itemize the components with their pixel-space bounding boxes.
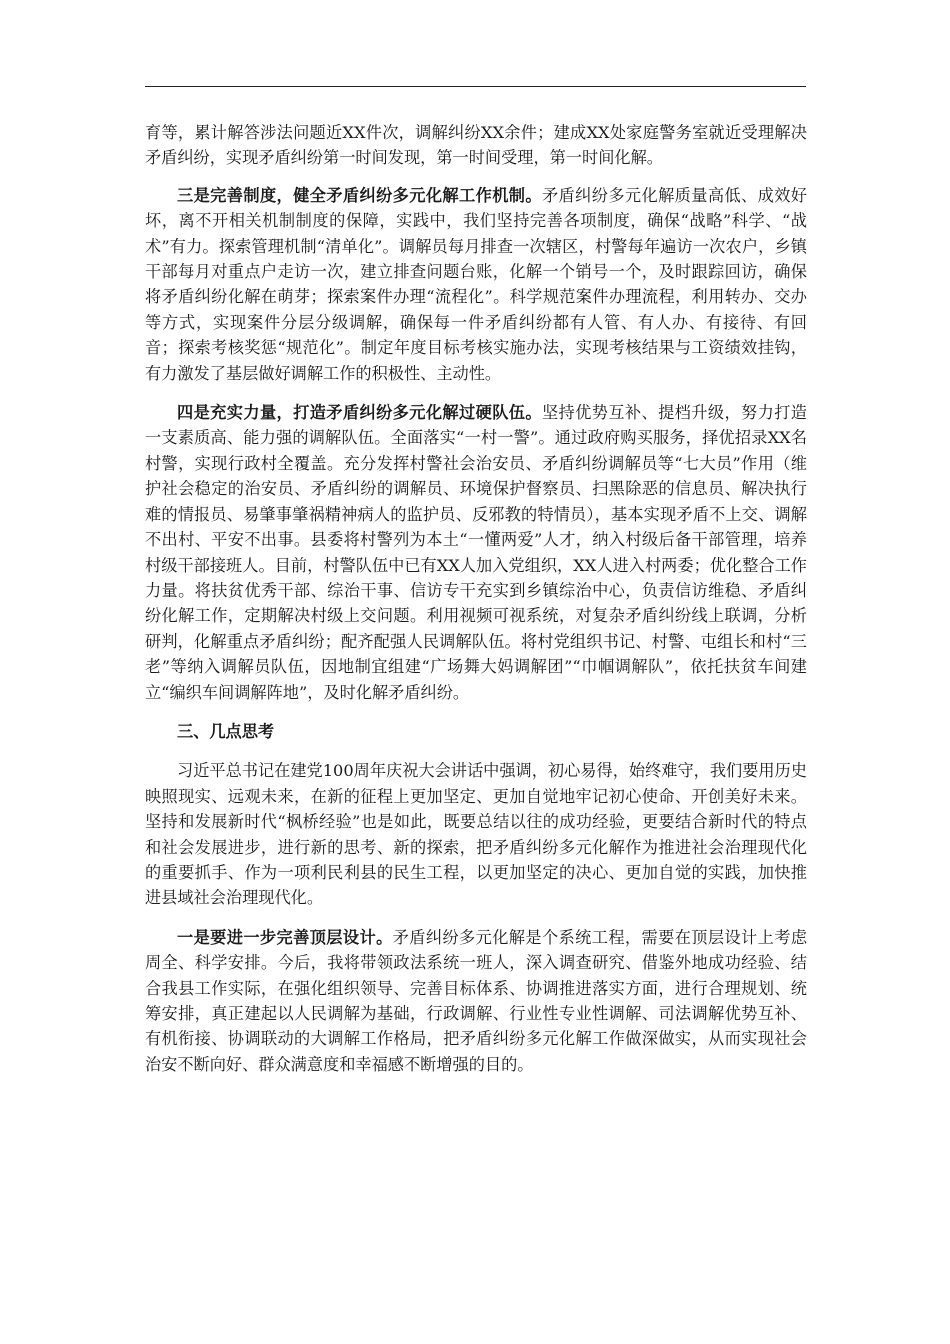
section-heading-text: 三、几点思考 <box>177 721 275 741</box>
paragraph-text: 育等，累计解答涉法问题近XX件次，调解纠纷XX余件；建成XX处家庭警务室就近受理解决矛盾纠纷，实现矛盾纠纷第一时间发现，第一时间受理，第一时间化解。 <box>145 123 807 168</box>
paragraph-lead: 四是充实力量，打造矛盾纠纷多元化解过硬队伍。 <box>177 403 542 423</box>
paragraph-text: 坚持优势互补、提档升级，努力打造一支素质高、能力强的调解队伍。全面落实“一村一警”。通过政府购买服务，择优招录XX名村警，实现行政村全覆盖。充分发挥村警社会治安员、矛盾纠纷调解员等“七大员”作用（维护社会稳定的治安员、矛盾纠纷的调解员、环境保护督察员、扫黑除恶的信息员、解决执行难的情报员、易肇事肇祸精神病人的监护员、反邪教的特情员），基本实现矛盾不上交、调解不出村、平安不出事。县委将村警列为本土“一懂两爱”人才，纳入村级后备干部管理，培养村级干部接班人。目前，村警队伍中已有XX人加入党组织，XX人进入村两委；优化整合工作力量。将扶贫优秀干部、综治干事、信访专干充实到乡镇综治中心，负责信访维稳、矛盾纠纷化解工作，定期解决村级上交问题。利用视频可视系统，对复杂矛盾纠纷线上联调，分析研判，化解重点矛盾纠纷；配齐配强人民调解队伍。将村党组织书记、村警、屯组长和村“三老”等纳入调解员队伍，因地制宜组建“广场舞大妈调解团”“巾帼调解队”，依托扶贫车间建立“编织车间调解阵地”，及时化解矛盾纠纷。 <box>145 403 807 702</box>
paragraph-strengthen-team <box>145 400 807 705</box>
paragraph-continuation <box>145 120 807 171</box>
paragraph-top-design <box>145 925 807 1077</box>
paragraph-text: 矛盾纠纷多元化解质量高低、成效好坏，离不开相关机制制度的保障，实践中，我们坚持完善各项制度，确保“战略”科学、“战术”有力。探索管理机制“清单化”。调解员每月排查一次辖区，村警每年遍访一次农户，乡镇干部每月对重点户走访一次，建立排查问题台账，化解一个销号一个，及时跟踪回访，确保将矛盾纠纷化解在萌芽；探索案件办理“流程化”。科学规范案件办理流程，利用转办、交办等方式，实现案件分层分级调解，确保每一件矛盾纠纷都有人管、有人办、有接待、有回音；探索考核奖惩“规范化”。制定年度目标考核实施办法，实现考核结果与工资绩效挂钩，有力激发了基层做好调解工作的积极性、主动性。 <box>145 185 807 383</box>
document-body <box>145 120 807 1091</box>
paragraph-lead: 三是完善制度，健全矛盾纠纷多元化解工作机制。 <box>177 185 542 205</box>
paragraph-text: 习近平总书记在建党100周年庆祝大会讲话中强调，初心易得，始终难守，我们要用历史映照现实、远观未来，在新的征程上更加坚定、更加自觉地牢记初心使命、开创美好未来。坚持和发展新时代“枫桥经验”也是如此，既要总结以往的成功经验，更要结合新时代的特点和社会发展进步，进行新的思考、新的探索，把矛盾纠纷多元化解作为推进社会治理现代化的重要抓手、作为一项利民利县的民生工程，以更加坚定的决心、更加自觉的实践，加快推进县域社会治理现代化。 <box>145 761 807 908</box>
paragraph-improve-system <box>145 183 807 386</box>
paragraph-lead: 一是要进一步完善顶层设计。 <box>177 927 393 947</box>
paragraph-reflection <box>145 758 807 910</box>
header-rule <box>145 86 806 87</box>
section-heading <box>145 719 807 744</box>
paragraph-text: 矛盾纠纷多元化解是个系统工程，需要在顶层设计上考虑周全、科学安排。今后，我将带领政法系统一班人，深入调查研究、借鉴外地成功经验、结合我县工作实际，在强化组织领导、完善目标体系、协调推进落实方面，进行合理规划、统筹安排，真正建起以人民调解为基础，行政调解、行业性专业性调解、司法调解优势互补、有机衔接、协调联动的大调解工作格局，把矛盾纠纷多元化解工作做深做实，从而实现社会治安不断向好、群众满意度和幸福感不断增强的目的。 <box>145 927 808 1074</box>
